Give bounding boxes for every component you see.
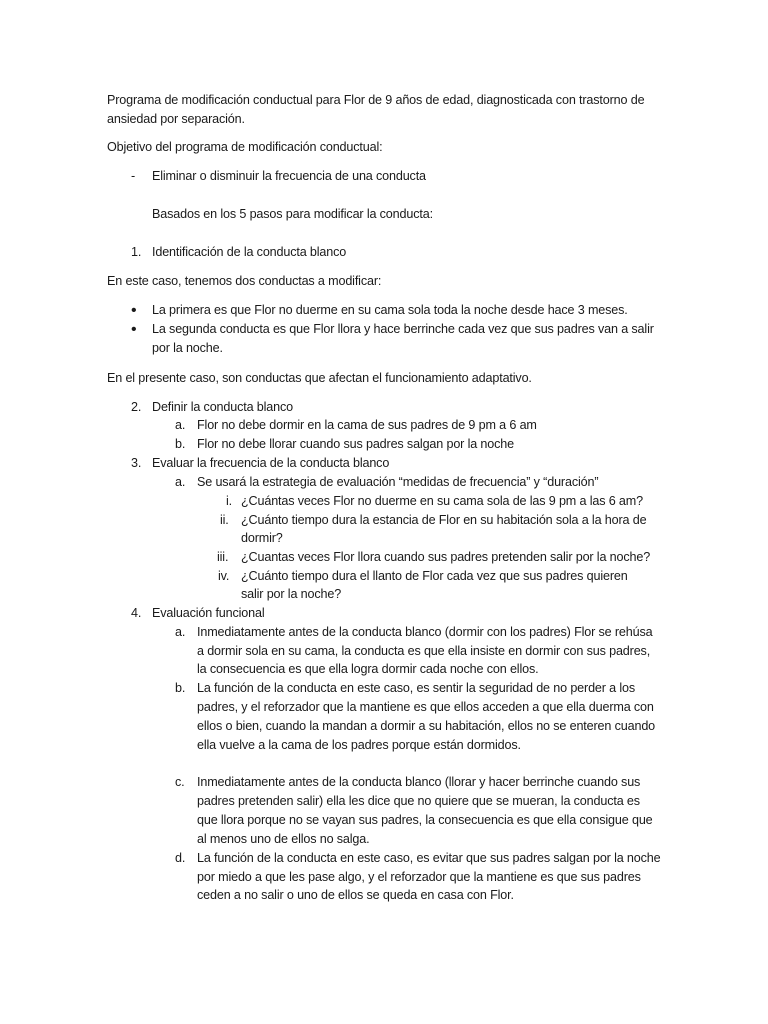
question-ii-number: ii. [220, 513, 229, 527]
step-4-item-d-line-3: ceden a no salir o uno de ellos se queda en casa con Flor. [197, 888, 514, 902]
step-4-item-c-line-1: Inmediatamente antes de la conducta blanco (llorar y hacer berrinche cuando sus [197, 775, 641, 789]
step-4-item-b-letter: b. [175, 681, 186, 695]
step-4-item-d-line-1: La función de la conducta en este caso, es evitar que sus padres salgan por la noche [197, 851, 661, 865]
step-2-item-a-text: Flor no debe dormir en la cama de sus padres de 9 pm a 6 am [197, 418, 537, 432]
document-title-line-1: Programa de modificación conductual para Flor de 9 años de edad, diagnosticada con trastorno de [107, 93, 645, 107]
question-i-text: ¿Cuántas veces Flor no duerme en su cama sola de las 9 pm a las 6 am? [241, 494, 643, 508]
objective-item: Eliminar o disminuir la frecuencia de una conducta [152, 169, 426, 183]
question-ii-text-line-2: dormir? [241, 531, 283, 545]
bullet-1-symbol: • [131, 302, 137, 319]
case-intro: En este caso, tenemos dos conductas a modificar: [107, 274, 382, 288]
question-iv-number: iv. [218, 569, 230, 583]
bullet-1-text: La primera es que Flor no duerme en su cama sola toda la noche desde hace 3 meses. [152, 303, 628, 317]
bullet-2-text-line-1: La segunda conducta es que Flor llora y hace berrinche cada vez que sus padres van a salir [152, 322, 654, 336]
objective-dash: - [131, 169, 136, 183]
step-4-number: 4. [131, 606, 142, 620]
steps-intro: Basados en los 5 pasos para modificar la conducta: [152, 207, 433, 221]
bullet-2-symbol: • [131, 321, 137, 338]
step-4-item-c-line-3: que llora porque no se vayan sus padres, la consecuencia es que ella consigue que [197, 813, 653, 827]
step-4-label: Evaluación funcional [152, 606, 265, 620]
step-4-item-d-letter: d. [175, 851, 186, 865]
present-case-paragraph: En el presente caso, son conductas que afectan el funcionamiento adaptativo. [107, 371, 532, 385]
objective-heading: Objetivo del programa de modificación conductual: [107, 140, 383, 154]
step-4-item-a-letter: a. [175, 625, 186, 639]
step-4-item-c-line-2: padres pretenden salir) ella les dice que no quiere que se mueran, la conducta es [197, 794, 640, 808]
step-2-item-b-letter: b. [175, 437, 186, 451]
question-iii-number: iii. [217, 550, 229, 564]
step-4-item-a-line-1: Inmediatamente antes de la conducta blanco (dormir con los padres) Flor se rehúsa [197, 625, 653, 639]
step-4-item-a-line-3: la consecuencia es que ella logra dormir cada noche con ellos. [197, 662, 539, 676]
step-2-label: Definir la conducta blanco [152, 400, 294, 414]
step-3-label: Evaluar la frecuencia de la conducta blanco [152, 456, 390, 470]
step-2-item-a-letter: a. [175, 418, 186, 432]
step-4-item-b-line-4: ella vuelve a la cama de los padres porque están dormidos. [197, 738, 521, 752]
step-1-number: 1. [131, 245, 142, 259]
step-4-item-c-letter: c. [175, 775, 185, 789]
question-iv-text-line-1: ¿Cuánto tiempo dura el llanto de Flor cada vez que sus padres quieren [241, 569, 628, 583]
question-iii-text: ¿Cuantas veces Flor llora cuando sus padres pretenden salir por la noche? [241, 550, 651, 564]
step-2-number: 2. [131, 400, 142, 414]
question-ii-text-line-1: ¿Cuánto tiempo dura la estancia de Flor en su habitación sola a la hora de [241, 513, 647, 527]
bullet-2-text-line-2: por la noche. [152, 341, 223, 355]
question-iv-text-line-2: salir por la noche? [241, 587, 342, 601]
step-4-item-b-line-2: padres, y el reforzador que la mantiene es que ellos acceden a que ella duerma con [197, 700, 654, 714]
step-3-item-a-letter: a. [175, 475, 186, 489]
step-3-number: 3. [131, 456, 142, 470]
step-2-item-b-text: Flor no debe llorar cuando sus padres salgan por la noche [197, 437, 514, 451]
step-4-item-b-line-1: La función de la conducta en este caso, es sentir la seguridad de no perder a los [197, 681, 636, 695]
step-4-item-b-line-3: ellos o bien, cuando la mandan a dormir a su habitación, ellos no se enteren cuando [197, 719, 656, 733]
question-i-number: i. [226, 494, 232, 508]
document-title-line-2: ansiedad por separación. [107, 112, 245, 126]
step-4-item-c-line-4: al menos uno de ellos no salga. [197, 832, 370, 846]
step-3-item-a-text: Se usará la estrategia de evaluación “medidas de frecuencia” y “duración” [197, 475, 599, 489]
step-4-item-d-line-2: por miedo a que les pase algo, y el reforzador que la mantiene es que sus padres [197, 870, 641, 884]
step-1-label: Identificación de la conducta blanco [152, 245, 347, 259]
step-4-item-a-line-2: a dormir sola en su cama, la conducta es que ella insiste en dormir con sus padres, [197, 644, 651, 658]
